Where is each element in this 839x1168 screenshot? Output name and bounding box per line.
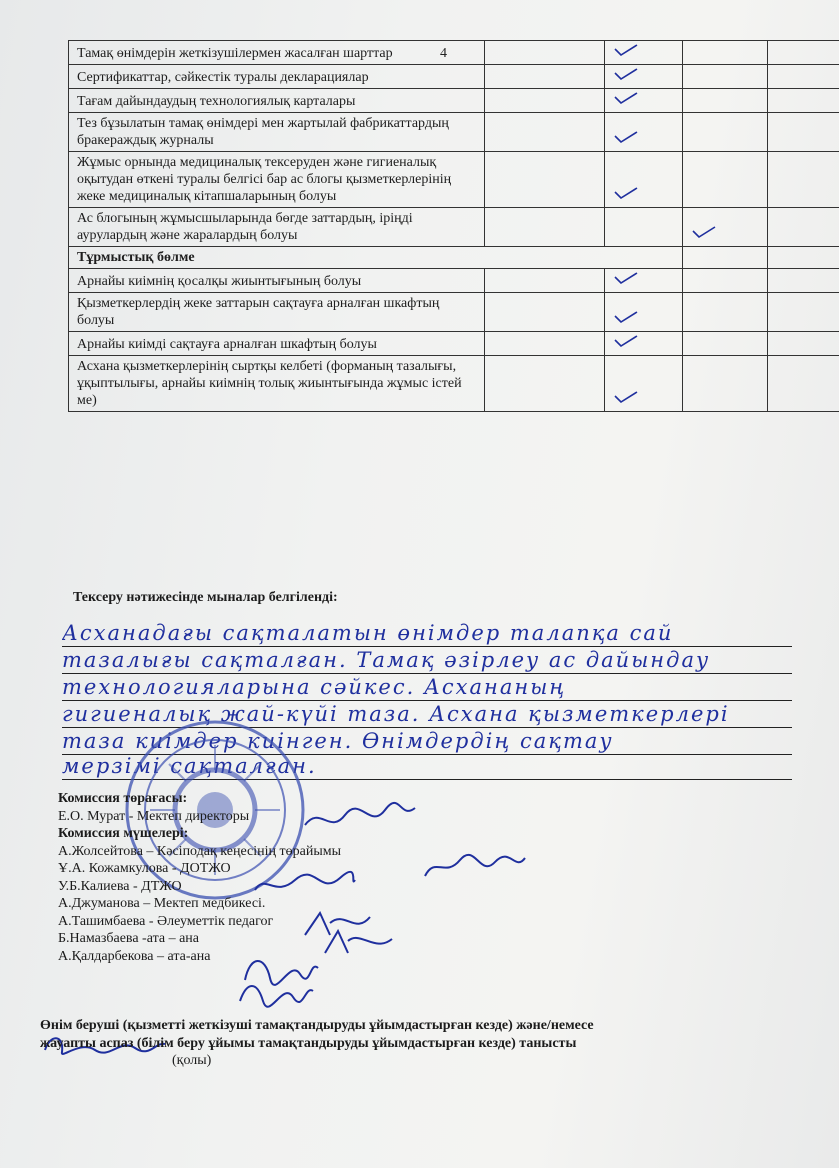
row-label: Қызметкерлердің жеке заттарын сақтауға арналған шкафтың болуы [69, 293, 485, 332]
table-row [69, 269, 839, 293]
footer-line-1: Өнім беруші (қызметті жеткізуші тамақтандыруды ұйымдастырған кезде) және/немесе [40, 1018, 594, 1033]
row-label: Арнайы киімді сақтауға арналған шкафтың болуы [69, 332, 485, 356]
table-row [69, 113, 839, 152]
check-cell [485, 332, 604, 356]
handwritten-line: Асханадағы сақталатын өнімдер талапқа сай [62, 622, 792, 647]
check-cell [682, 293, 768, 332]
signature [420, 848, 530, 888]
chair-name: Е.О. Мурат - Мектеп директоры [58, 808, 250, 824]
checkmark-icon [613, 67, 639, 81]
check-cell [604, 332, 682, 356]
table-row [69, 89, 839, 113]
check-cell [604, 152, 682, 208]
check-cell [768, 41, 839, 65]
member: У.Б.Калиева - ДТЖО [58, 878, 182, 894]
check-cell [682, 208, 768, 247]
table-row [69, 293, 839, 332]
members-label: Комиссия мүшелері: [58, 826, 189, 841]
checkmark-icon [613, 91, 639, 105]
check-cell [604, 356, 682, 412]
member: А.Ташимбаева - Әлеуметтік педагог [58, 913, 274, 929]
row-label: Тез бұзылатын тамақ өнімдері мен жартылай фабрикаттардың бракераждық журналы [69, 113, 485, 152]
table-row [69, 65, 839, 89]
results-title: Тексеру нәтижесінде мыналар белгіленді: [73, 590, 338, 605]
check-cell [604, 293, 682, 332]
table-row [69, 41, 839, 65]
check-cell [682, 113, 768, 152]
checkmark-icon [613, 43, 639, 57]
member: А.Қалдарбекова – ата-ана [58, 948, 211, 964]
checklist-table [68, 40, 839, 412]
check-cell [682, 89, 768, 113]
check-cell [682, 356, 768, 412]
check-cell [768, 247, 839, 269]
check-cell [604, 269, 682, 293]
check-cell [682, 269, 768, 293]
check-cell [768, 65, 839, 89]
page-number: 4 [440, 46, 447, 61]
member: А.Джуманова – Мектеп медбикесі. [58, 896, 266, 911]
checkmark-icon [613, 310, 639, 324]
row-label: Тамақ өнімдерін жеткізушілермен жасалған шарттар [69, 41, 485, 65]
check-cell [604, 65, 682, 89]
check-cell [768, 152, 839, 208]
table-row [69, 332, 839, 356]
row-label: Асхана қызметкерлерінің сыртқы келбеті (форманың тазалығы, ұқыптылығы, арнайы киімнің толық жиынтығында жұмыс істей ме) [69, 356, 485, 412]
check-cell [682, 152, 768, 208]
check-cell [768, 293, 839, 332]
chair-label: Комиссия төрағасы: [58, 791, 188, 806]
footer-text [40, 1017, 770, 1070]
handwritten-line: таза киімдер киінген. Өнімдердің сақтау [62, 730, 792, 755]
check-cell [768, 332, 839, 356]
row-label: Ас блогының жұмысшыларында бөгде заттардың, іріңді аурулардың және жаралардың болуы [69, 208, 485, 247]
handwritten-line: гигиеналық жай-күйі таза. Асхана қызметкерлері [62, 703, 792, 728]
section-row [69, 247, 839, 269]
signature-caption: (қолы) [172, 1053, 212, 1068]
check-cell [768, 208, 839, 247]
member: А.Жолсейтова – Кәсіподақ кеңесінің төрайымы [58, 843, 341, 859]
member: Б.Намазбаева -ата – ана [58, 931, 199, 946]
signature [235, 975, 315, 1009]
check-cell [485, 65, 604, 89]
check-cell [682, 65, 768, 89]
handwritten-line: технологияларына сәйкес. Асхананың [62, 676, 792, 701]
footer-line-2: жауапты аспаз (білім беру ұйымы тамақтандыруды ұйымдастырған кезде) танысты [40, 1035, 577, 1051]
checkmark-icon [691, 225, 717, 239]
check-cell [604, 89, 682, 113]
check-cell [485, 293, 604, 332]
member: Ұ.А. Кожамкулова - ДОТЖО [58, 861, 231, 876]
checkmark-icon [613, 390, 639, 404]
row-label: Арнайы киімнің қосалқы жиынтығының болуы [69, 269, 485, 293]
check-cell [485, 41, 604, 65]
table-row [69, 208, 839, 247]
check-cell [485, 269, 604, 293]
check-cell [682, 41, 768, 65]
check-cell [768, 113, 839, 152]
signature [300, 800, 420, 840]
check-cell [682, 247, 768, 269]
signature [250, 868, 360, 904]
check-cell [485, 208, 604, 247]
check-cell [768, 269, 839, 293]
check-cell [485, 89, 604, 113]
check-cell [604, 41, 682, 65]
check-cell [604, 208, 682, 247]
handwritten-line: мерзімі сақталған. [62, 755, 792, 780]
section-title: Тұрмыстық бөлме [69, 247, 683, 269]
check-cell [485, 356, 604, 412]
checkmark-icon [613, 271, 639, 285]
row-label: Тағам дайындаудың технологиялық карталары [69, 89, 485, 113]
check-cell [768, 89, 839, 113]
checkmark-icon [613, 130, 639, 144]
check-cell [682, 332, 768, 356]
check-cell [485, 113, 604, 152]
check-cell [485, 152, 604, 208]
handwritten-line: тазалығы сақталған. Тамақ әзірлеу ас дайындау [62, 649, 792, 674]
checkmark-icon [613, 334, 639, 348]
row-label: Жұмыс орнында медициналық тексеруден және гигиеналық оқытудан өткені туралы белгісі бар ас блогы қызметкерлерінің жеке медициналық кітапшаларының болуы [69, 152, 485, 208]
table-row [69, 356, 839, 412]
row-label: Сертификаттар, сәйкестік туралы декларациялар [69, 65, 485, 89]
table-row [69, 152, 839, 208]
check-cell [604, 113, 682, 152]
signature [320, 925, 400, 961]
check-cell [768, 356, 839, 412]
checkmark-icon [613, 186, 639, 200]
